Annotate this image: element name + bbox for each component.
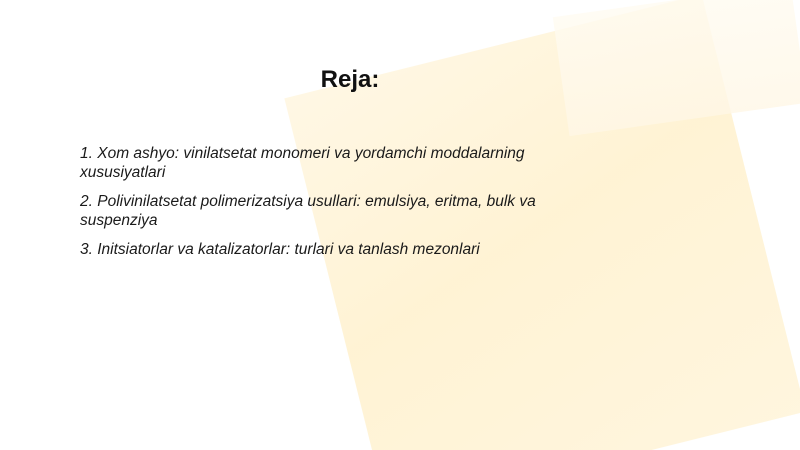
agenda-list: [80, 144, 580, 269]
agenda-item-1: 1. Xom ashyo: vinilatsetat monomeri va yordamchi moddalarning xususiyatlari: [80, 145, 525, 181]
slide-title: Reja:: [320, 66, 380, 93]
background-decorative-shape-top: [553, 0, 800, 136]
agenda-item-3: 3. Initsiatorlar va katalizatorlar: turlari va tanlash mezonlari: [80, 241, 480, 258]
agenda-item-2: 2. Polivinilatsetat polimerizatsiya usullari: emulsiya, eritma, bulk va suspenziya: [80, 193, 536, 229]
